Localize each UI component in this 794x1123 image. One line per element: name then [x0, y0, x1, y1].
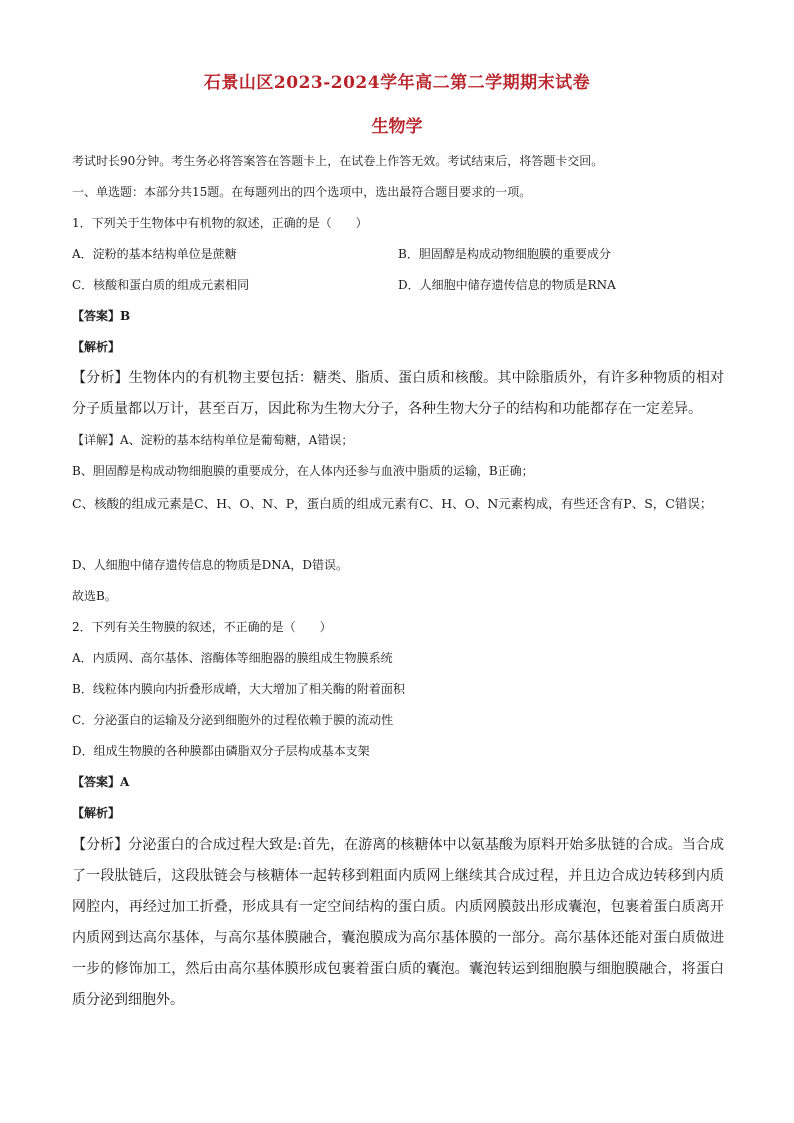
question-1-analysis-fenxi: 【分析】生物体内的有机物主要包括：糖类、脂质、蛋白质和核酸。其中除脂质外，有许多种物质的相对分子质量都以万计，甚至百万，因此称为生物大分子，各种生物大分子的结构和功能都存在一定差异。 [72, 370, 724, 417]
question-1-detail-b: B、胆固醇是构成动物细胞膜的重要成分，在人体内还参与血液中脂质的运输，B正确； [72, 464, 534, 478]
question-1-answer: 【答案】B [72, 309, 131, 323]
question-1-option-b: B．胆固醇是构成动物细胞膜的重要成分 [398, 247, 611, 261]
question-1-stem: 1．下列关于生物体中有机物的叙述，正确的是（ ） [72, 216, 368, 230]
question-2-option-a: A．内质网、高尔基体、溶酶体等细胞器的膜组成生物膜系统 [72, 651, 393, 665]
question-1-option-a: A．淀粉的基本结构单位是蔗糖 [72, 247, 237, 261]
question-1-option-c: C．核酸和蛋白质的组成元素相同 [72, 278, 250, 292]
section-heading: 一、单选题：本部分共15题。在每题列出的四个选项中，选出最符合题目要求的一项。 [72, 185, 532, 199]
question-1-analysis-label: 【解析】 [72, 340, 121, 354]
question-1-conclusion: 故选B。 [72, 589, 117, 603]
exam-note: 考试时长90分钟。考生务必将答案答在答题卡上，在试卷上作答无效。考试结束后，将答题卡交回。 [72, 154, 604, 168]
question-1-detail-d: D、人细胞中储存遗传信息的物质是DNA，D错误。 [72, 558, 349, 572]
question-1-option-d: D．人细胞中储存遗传信息的物质是RNA [398, 278, 616, 292]
page-title: 石景山区2023-2024学年高二第二学期期末试卷 [203, 73, 591, 93]
question-2-option-d: D．组成生物膜的各种膜都由磷脂双分子层构成基本支架 [72, 744, 370, 758]
subject-title: 生物学 [371, 117, 423, 137]
question-2-analysis-fenxi: 【分析】分泌蛋白的合成过程大致是:首先，在游离的核糖体中以氨基酸为原料开始多肽链的合成。当合成了一段肽链后，这段肽链会与核糖体一起转移到粗面内质网上继续其合成过程，并且边合成边转移到内质网腔内，再经过加工折叠，形成具有一定空间结构的蛋白质。内质网膜鼓出形成囊泡，包裹着蛋白质离开内质网到达高尔基体，与高尔基体膜融合，囊泡膜成为高尔基体膜的一部分。高尔基体还能对蛋白质做进一步的修饰加工，然后由高尔基体膜形成包裹着蛋白质的囊泡。囊泡转运到细胞膜与细胞膜融合，将蛋白质分泌到细胞外。 [72, 837, 724, 1008]
question-2-answer: 【答案】A [72, 775, 130, 789]
question-2-option-b: B．线粒体内膜向内折叠形成嵴，大大增加了相关酶的附着面积 [72, 682, 405, 696]
question-2-option-c: C．分泌蛋白的运输及分泌到细胞外的过程依赖于膜的流动性 [72, 713, 394, 727]
question-1-detail-c: C、核酸的组成元素是C、H、O、N、P，蛋白质的组成元素有C、H、O、N元素构成，有些还含有P、S，C错误； [72, 496, 713, 511]
question-2-analysis-label: 【解析】 [72, 806, 121, 820]
question-1-detail-a: 【详解】A、淀粉的基本结构单位是葡萄糖，A错误； [72, 433, 354, 447]
question-2-stem: 2．下列有关生物膜的叙述，不正确的是（ ） [72, 620, 332, 634]
